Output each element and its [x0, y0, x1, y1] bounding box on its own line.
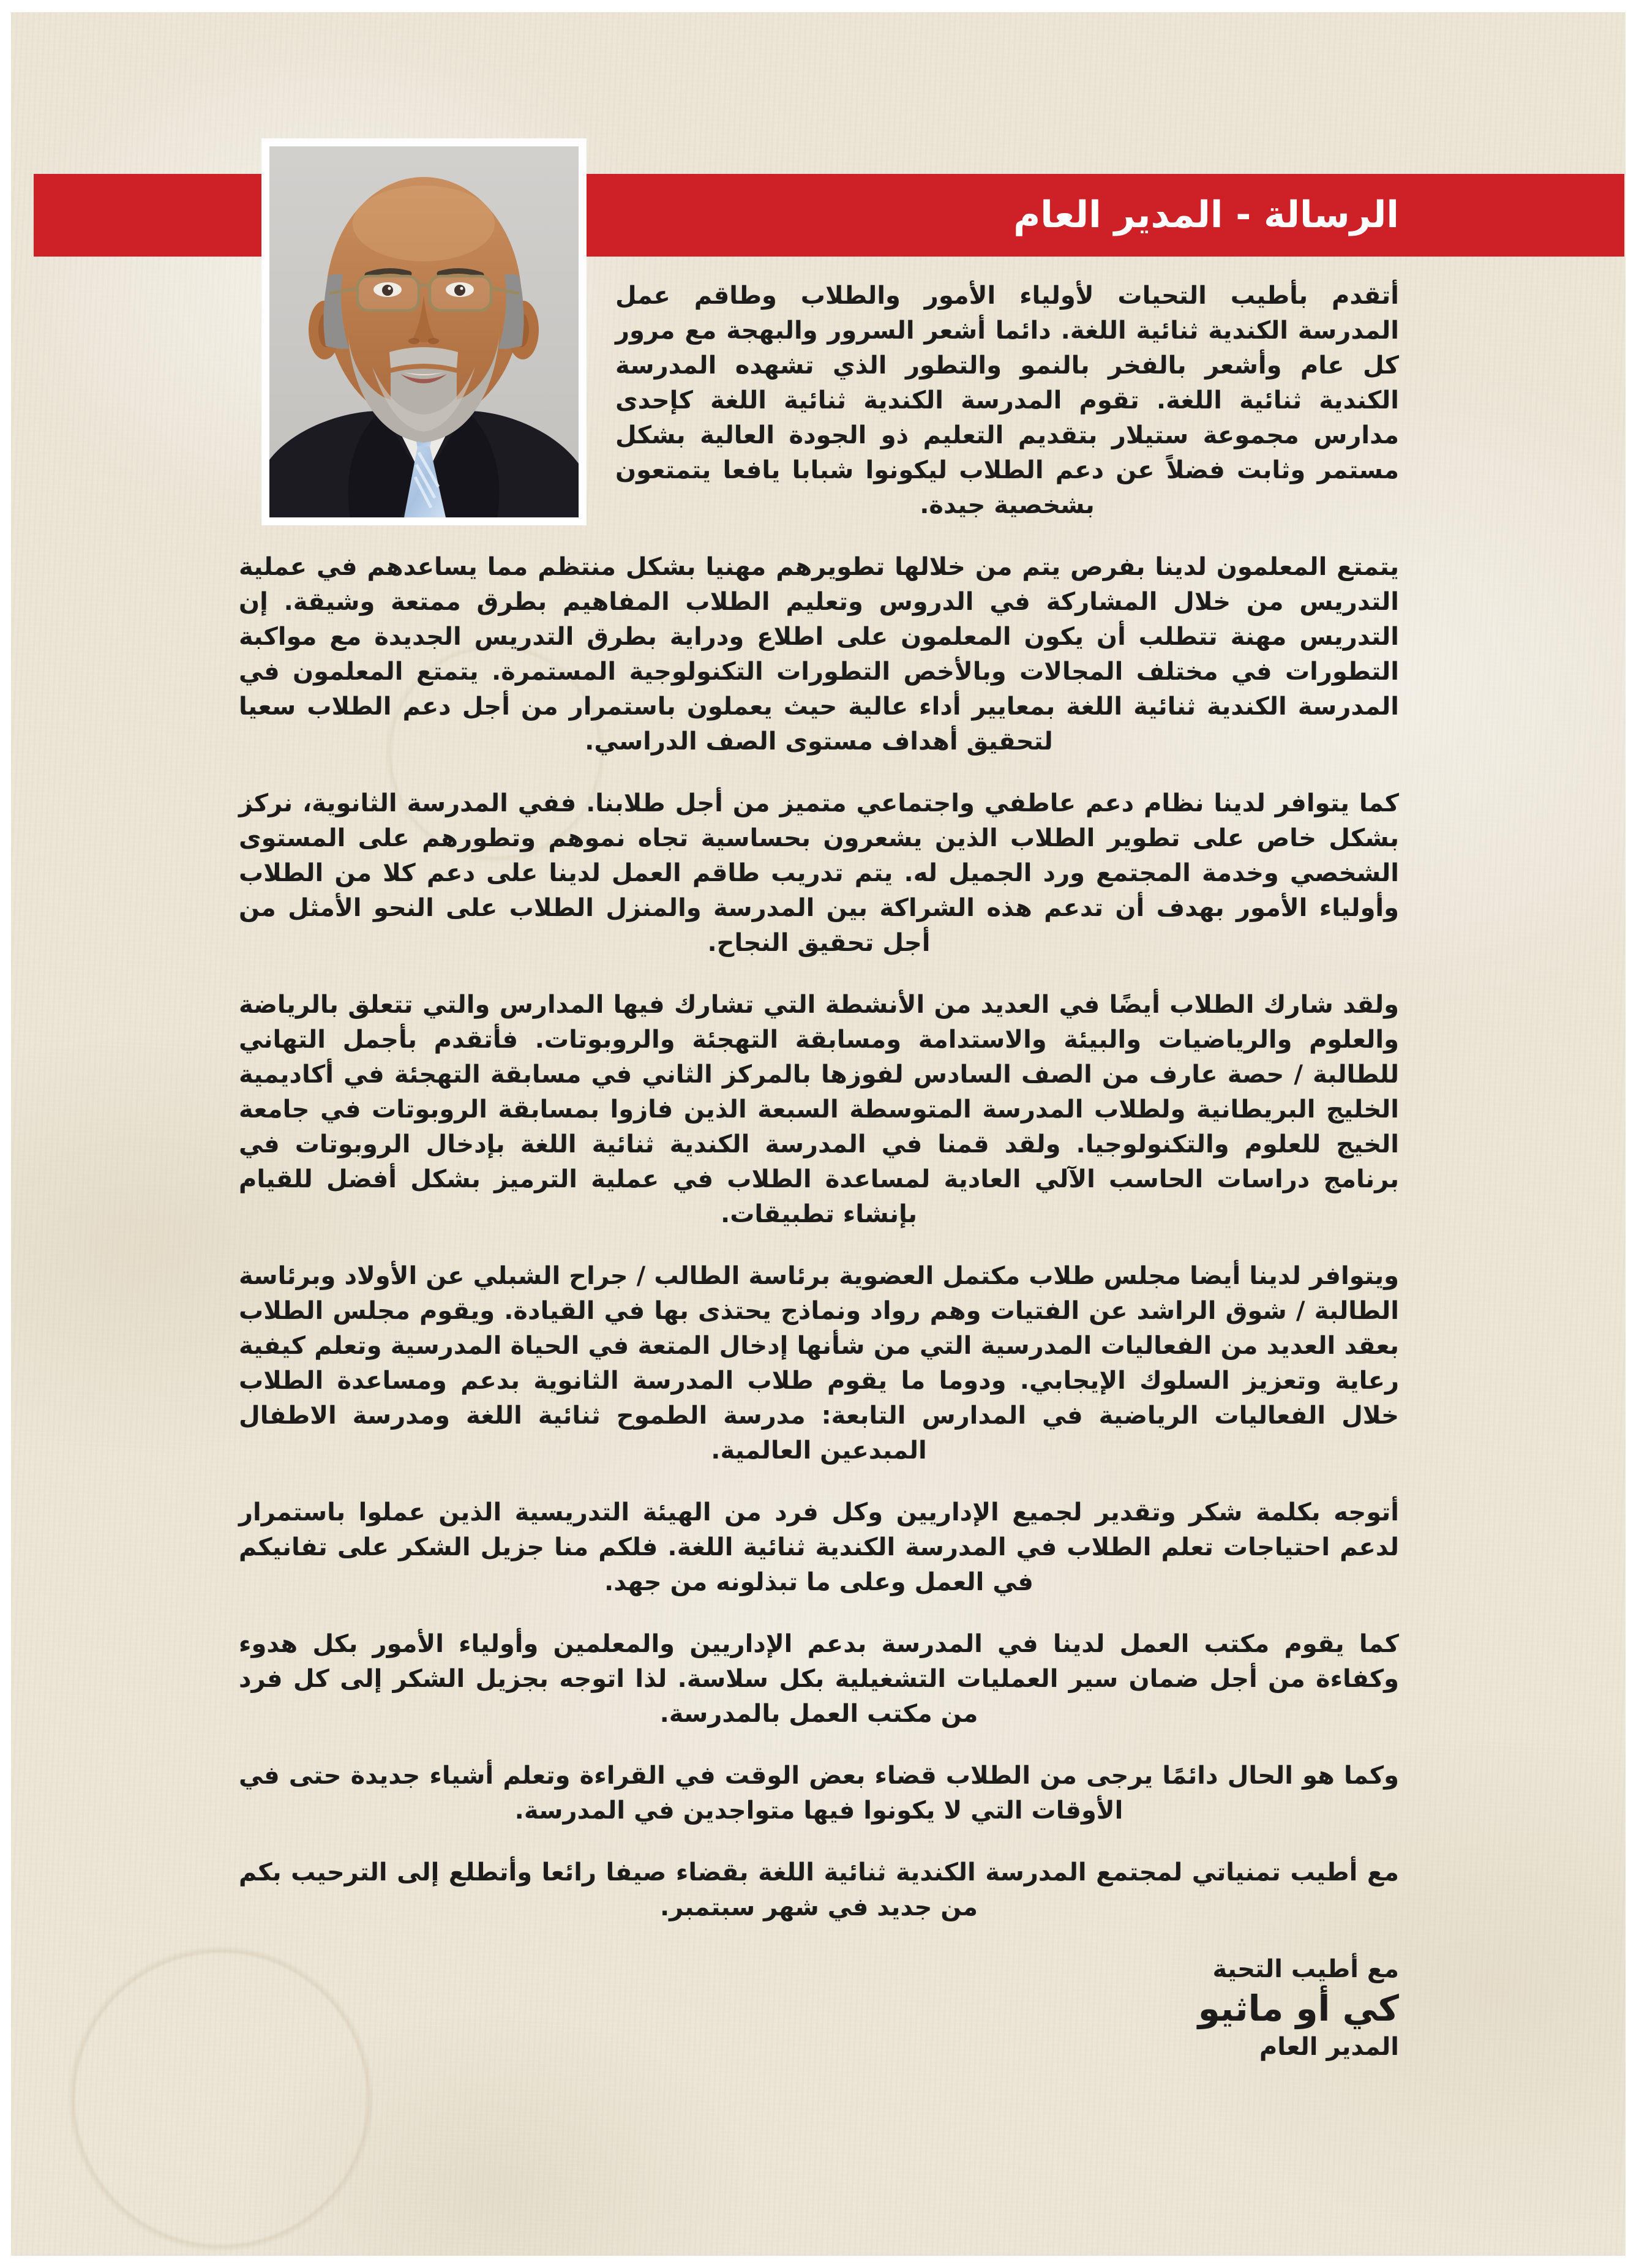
signature-role: المدير العام	[1259, 2033, 1399, 2061]
paragraph-activities: ولقد شارك الطلاب أيضًا في العديد من الأنشطة التي تشارك فيها المدارس والتي تتعلق بالرياضة والعلوم والرياضيات والبيئة والاستدامة ومسابقة التهجئة والروبوتات. فأتقدم بأجمل التهاني للطالبة / حصة عارف من الصف السادس لفوزها بالمركز الثاني في مسابقة التهجئة في أكاديمية الخليج البريطانية ولطلاب المدرسة المتوسطة السبعة الذين فازوا بمسابقة الروبوتات في جامعة الخيج للعلوم والتكنولوجيا. ولقد قمنا في المدرسة الكندية ثنائية اللغة بإدخال الروبوتات في برنامج دراسات الحاسب الآلي العادية لمساعدة الطلاب في عملية الترميز بشكل أفضل للقيام بإنشاء تطبيقات.	[239, 991, 1399, 1228]
message-body	[239, 279, 1399, 2062]
paragraph-student-council: ويتوافر لدينا أيضا مجلس طلاب مكتمل العضوية برئاسة الطالب / جراح الشبلي عن الأولاد وبرئاسة الطالبة / شوق الراشد عن الفتيات وهم رواد ونماذج يحتذى بها في القيادة. ويقوم مجلس الطلاب بعقد العديد من الفعاليات المدرسية التي من شأنها إدخال المتعة في الحياة المدرسية وتعلم كيفية رعاية وتعزيز السلوك الإيجابي. ودوما ما يقوم طلاب المدرسة الثانوية بدعم ومساعدة الطلاب خلال الفعاليات الرياضية في المدارس التابعة: مدرسة الطموح ثنائية اللغة ومدرسة الاطفال المبدعين العالمية.	[239, 1262, 1399, 1465]
photo-float-spacer	[239, 279, 615, 530]
header-banner-left-segment	[34, 174, 261, 257]
paragraph-greeting: أتقدم بأطيب التحيات لأولياء الأمور والطلاب وطاقم عمل المدرسة الكندية ثنائية اللغة. دائما أشعر السرور والبهجة مع مرور كل عام وأشعر بالفخر بالنمو والتطور الذي تشهده المدرسة الكندية ثنائية اللغة. تقوم المدرسة الكندية ثنائية اللغة كإحدى مدارس مجموعة ستيلار بتقديم التعليم ذو الجودة العالية بشكل مستمر وثابت فضلاً عن دعم الطلاب ليكونوا شبابا يافعا يتمتعون بشخصية جيدة.	[615, 282, 1399, 519]
signature-block	[239, 1953, 1399, 2062]
signature-name: كي أو ماثيو	[1198, 1988, 1399, 2029]
paragraph-summer-reading: وكما هو الحال دائمًا يرجى من الطلاب قضاء بعض الوقت في القراءة وتعلم أشياء جديدة حتى في الأوقات التي لا يكونوا فيها متواجدين في المدرسة.	[239, 1762, 1399, 1825]
paragraph-support-system: كما يتوافر لدينا نظام دعم عاطفي واجتماعي متميز من أجل طلابنا. ففي المدرسة الثانوية، نركز بشكل خاص على تطوير الطلاب الذين يشعرون بحساسية تجاه نموهم وتطورهم على المستوى الشخصي وخدمة المجتمع ورد الجميل له. يتم تدريب طاقم العمل لدينا على دعم كلا من الطلاب وأولياء الأمور بهدف أن تدعم هذه الشراكة بين المدرسة والمنزل الطلاب على النحو الأمثل من أجل تحقيق النجاح.	[239, 789, 1399, 957]
paragraph-thanks-staff: أتوجه بكلمة شكر وتقدير لجميع الإداريين وكل فرد من الهيئة التدريسية الذين عملوا باستمرار لدعم احتياجات تعلم الطلاب في المدرسة الكندية ثنائية اللغة. فلكم منا جزيل الشكر على تفانيكم في العمل وعلى ما تبذلونه من جهد.	[239, 1498, 1399, 1596]
page-title: الرسالة - المدير العام	[1013, 193, 1399, 236]
paragraph-farewell: مع أطيب تمنياتي لمجتمع المدرسة الكندية ثنائية اللغة بقضاء صيفا رائعا وأتطلع إلى الترحيب بكم من جديد في شهر سبتمبر.	[239, 1858, 1399, 1921]
paragraph-teachers: يتمتع المعلمون لدينا بفرص يتم من خلالها تطويرهم مهنيا بشكل منتظم مما يساعدهم في عملية التدريس من خلال المشاركة في الدروس وتعليم الطلاب المفاهيم بطرق ممتعة وشيقة. إن التدريس مهنة تتطلب أن يكون المعلمون على اطلاع ودراية بطرق التدريس الجديدة مع مواكبة التطورات في مختلف المجالات وبالأخص التطورات التكنولوجية المستمرة. يتمتع المعلمون في المدرسة الكندية ثنائية اللغة بمعايير أداء عالية حيث يعملون باستمرار من أجل دعم الطلاب سعيا لتحقيق أهداف مستوى الصف الدراسي.	[239, 553, 1399, 756]
paragraph-thanks-office: كما يقوم مكتب العمل لدينا في المدرسة بدعم الإداريين والمعلمين وأولياء الأمور بكل هدوء وكفاءة من أجل ضمان سير العمليات التشغيلية بكل سلاسة. لذا اتوجه بجزيل الشكر إلى كل فرد من مكتب العمل بالمدرسة.	[239, 1630, 1399, 1728]
signature-closing: مع أطيب التحية	[1212, 1955, 1399, 1983]
